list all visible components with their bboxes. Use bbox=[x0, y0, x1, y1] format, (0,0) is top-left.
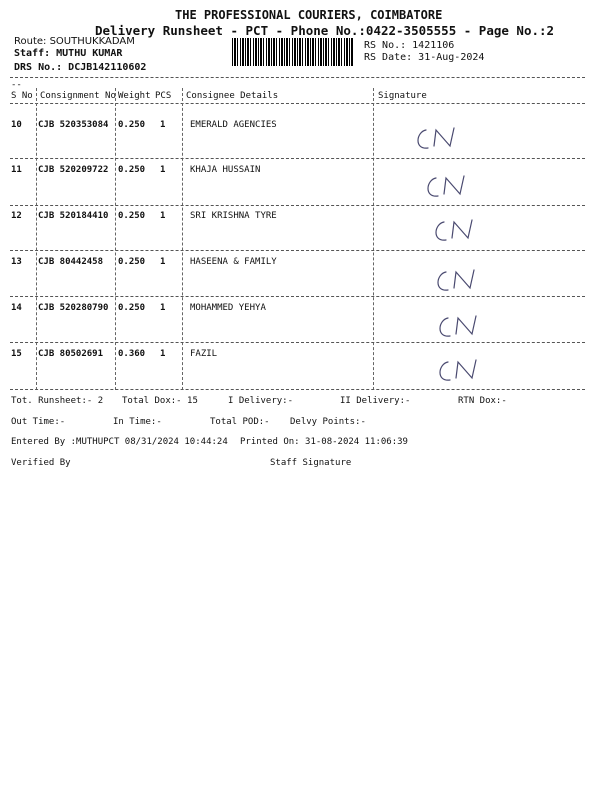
col-sno: S No bbox=[11, 91, 33, 101]
staff-signature: Staff Signature bbox=[270, 458, 352, 468]
total-dox: Total Dox:- 15 bbox=[122, 396, 198, 406]
row-pcs: 1 bbox=[160, 120, 166, 130]
row-consignment: CJB 80442458 bbox=[38, 257, 104, 267]
row-consignee: FAZIL bbox=[190, 349, 218, 359]
row-pcs: 1 bbox=[160, 349, 166, 359]
col-consignment: Consignment No bbox=[40, 91, 116, 101]
signature-mark bbox=[432, 308, 492, 344]
row-sno: 13 bbox=[11, 257, 22, 267]
col-weight: Weight bbox=[118, 91, 151, 101]
ii-delivery: II Delivery:- bbox=[340, 396, 411, 406]
barcode bbox=[232, 38, 354, 66]
dash-marker: -- bbox=[11, 80, 22, 90]
row-weight: 0.250 bbox=[118, 165, 146, 175]
row-consignment: CJB 520184410 bbox=[38, 211, 109, 221]
row-consignee: SRI KRISHNA TYRE bbox=[190, 211, 277, 221]
runsheet-title: Delivery Runsheet - PCT - Phone No.:0422-3505555 - Page No.:2 bbox=[95, 23, 555, 38]
row-weight: 0.360 bbox=[118, 349, 146, 359]
row-consignment: CJB 520209722 bbox=[38, 165, 109, 175]
drs-number: DRS No.: DCJB142110602 bbox=[14, 62, 147, 73]
in-time: In Time:- bbox=[113, 417, 162, 427]
row-pcs: 1 bbox=[160, 165, 166, 175]
delvy-points: Delvy Points:- bbox=[290, 417, 366, 427]
row-pcs: 1 bbox=[160, 257, 166, 267]
row-weight: 0.250 bbox=[118, 211, 146, 221]
tot-runsheet: Tot. Runsheet:- 2 bbox=[11, 396, 104, 406]
row-pcs: 1 bbox=[160, 303, 166, 313]
company-name: THE PROFESSIONAL COURIERS, COIMBATORE bbox=[175, 8, 443, 22]
row-consignee: EMERALD AGENCIES bbox=[190, 120, 277, 130]
rtn-dox: RTN Dox:- bbox=[458, 396, 507, 406]
signature-mark bbox=[428, 212, 488, 248]
row-consignee: KHAJA HUSSAIN bbox=[190, 165, 261, 175]
row-consignment: CJB 520280790 bbox=[38, 303, 109, 313]
row-weight: 0.250 bbox=[118, 120, 146, 130]
row-sno: 11 bbox=[11, 165, 22, 175]
signature-mark bbox=[430, 262, 490, 298]
col-signature: Signature bbox=[378, 91, 427, 101]
route-label: Route: SOUTHUKKADAM bbox=[14, 36, 135, 47]
row-weight: 0.250 bbox=[118, 303, 146, 313]
row-consignment: CJB 520353084 bbox=[38, 120, 109, 130]
i-delivery: I Delivery:- bbox=[228, 396, 294, 406]
entered-by: Entered By :MUTHUPCT 08/31/2024 10:44:24 bbox=[11, 437, 228, 447]
rs-number: RS No.: 1421106 bbox=[364, 40, 455, 51]
row-sno: 10 bbox=[11, 120, 22, 130]
out-time: Out Time:- bbox=[11, 417, 66, 427]
rs-date: RS Date: 31-Aug-2024 bbox=[364, 52, 485, 63]
row-sno: 15 bbox=[11, 349, 22, 359]
printed-on: Printed On: 31-08-2024 11:06:39 bbox=[240, 437, 408, 447]
row-weight: 0.250 bbox=[118, 257, 146, 267]
row-pcs: 1 bbox=[160, 211, 166, 221]
signature-mark bbox=[410, 120, 470, 156]
total-pod: Total POD:- bbox=[210, 417, 270, 427]
col-pcs: PCS bbox=[155, 91, 172, 101]
row-consignee: MOHAMMED YEHYA bbox=[190, 303, 266, 313]
staff-label: Staff: MUTHU KUMAR bbox=[14, 48, 123, 59]
row-sno: 14 bbox=[11, 303, 22, 313]
col-consignee: Consignee Details bbox=[186, 91, 279, 101]
verified-by: Verified By bbox=[11, 458, 71, 468]
signature-mark bbox=[420, 168, 480, 204]
row-consignment: CJB 80502691 bbox=[38, 349, 104, 359]
row-consignee: HASEENA & FAMILY bbox=[190, 257, 277, 267]
signature-mark bbox=[432, 352, 492, 388]
row-sno: 12 bbox=[11, 211, 22, 221]
